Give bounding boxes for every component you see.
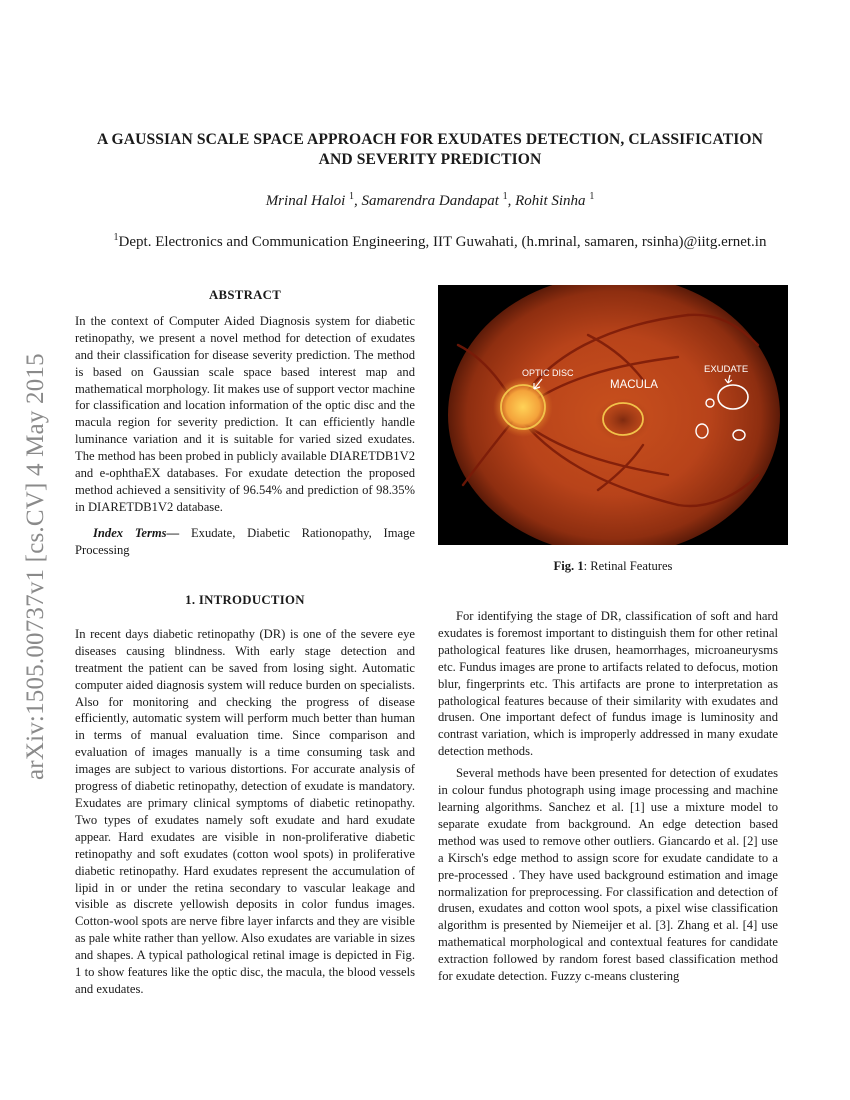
author-name: Samarendra Dandapat <box>361 193 499 209</box>
abstract-heading: ABSTRACT <box>208 288 282 302</box>
index-terms-label: Index Terms— <box>93 525 180 540</box>
figure-caption-text: : Retinal Features <box>583 559 673 573</box>
right-column-text <box>438 608 778 985</box>
index-terms-text: Exudate, Diabetic Rationopathy, Image Processing <box>75 525 415 557</box>
paragraph-dr-stage: For identifying the stage of DR, classification of soft and hard exudates is foremost important to distinguish them for other retinal pathological features like drusen, heamorrhages, microaneurysms etc. Fundus images are prone to artifacts related to defocus, motion blur, fingerprints etc. This artifacts are prone to interpretation as pathological features because of their similarity with exudates and drusen. One important defect of fundus image is luminosity and contrast variation, which is improperly addressed in many exudate detection methods. <box>438 609 778 759</box>
author-affiliation-mark: 1 <box>502 191 508 202</box>
introduction-section <box>75 592 415 998</box>
index-terms <box>75 525 415 559</box>
paper-title <box>60 130 800 170</box>
retinal-fundus-figure <box>438 285 788 545</box>
author-affiliation-mark: 1 <box>589 191 595 202</box>
arxiv-identifier-text: arXiv:1505.00737v1 [cs.CV] 4 May 2015 <box>22 353 49 780</box>
abstract-text: In the context of Computer Aided Diagnosis system for diabetic retinopathy, we present a novel method for detection of exudates and their classification for disease severity prediction. The method is based on Gaussian scale space based interest map and mathematical morphology. Iit makes use of support vector machine for classification and location information of the optic disc and the macula region for severity prediction. It can efficiently handle luminance variation and it is suitable for varied sized exudates. The method has been probed in publicly available DIARETDB1V2 and e-ophthaEX databases. For exudate detection the proposed method achieved a sensitivity of 96.54% and prediction of 98.35% in DIARETDB1V2 database. <box>75 313 415 514</box>
author-name: Mrinal Haloi <box>265 193 346 209</box>
author-separator: , <box>507 193 516 209</box>
retinal-fundus-image <box>438 285 788 545</box>
optic-disc <box>493 377 553 437</box>
author-name: Rohit Sinha <box>515 193 586 209</box>
author-list <box>60 191 800 210</box>
affiliation <box>60 232 820 251</box>
paper-title-line-2: AND SEVERITY PREDICTION <box>318 151 542 168</box>
figure-caption <box>438 559 788 574</box>
author-separator: , <box>354 193 362 209</box>
exudate-label: EXUDATE <box>704 364 749 375</box>
paragraph-related-methods: Several methods have been presented for detection of exudates in colour fundus photograph using image processing and machine learning algorithms. Sanchez et al. [1] use a mixture model to separate exudate from background. An edge detection based method was used to remove other outliers. Giancardo et al. [2] use a Kirsch's edge method to assign score for exudate candidate to a pre-processed . They have used background estimation and image normalization for preprocessing. For classification and detection of drusen, exudates and cotton wool spots, a pixel wise classification algorithm is presented by Niemeijer et al. [3]. Zhang et al. [4] use mathematical morphological and contextual features for candidate extraction followed by random forest based classification method for exudate detection. Fuzzy c-means clustering <box>438 766 778 984</box>
figure-caption-label: Fig. 1 <box>553 559 584 573</box>
author-affiliation-mark: 1 <box>349 191 355 202</box>
introduction-text: In recent days diabetic retinopathy (DR) is one of the severe eye diseases causing blindness. With early stage detection and treatment the patient can be saved from losing sight. Automatic computer aided diagnosis system will reduce burden on specialists. Also for monitoring and checking the progress of disease efficiently, automatic system will perform much better than human in terms of manual evaluation time. Since comparison and evaluation of images manually is a time consuming task and images are subject to various distortions. For accurate analysis of progress of diabetic retinopathy, detection of exudate is mandatory. Exudates are primary clinical symptoms of diabetic retinopathy. Two types of exudates namely soft exudate and hard exudate appear. Hard exudates are visible in non-proliferative diabetic retinopathy and soft exudates (cotton wool spots) in proliferative diabetic retinopathy. Hard exudates represent the accumulation of lipid in or under the retina secondary to vascular leakage and visible as discrete yellowish deposits in color fundus images. Cotton-wool spots are nerve fibre layer infarcts and they are visible as pale white rather than yellow. Also exudates are variable in sizes and shapes. A typical pathological retinal image is depicted in Fig. 1 to show features like the optic disc, the macula, the blood vessels and exudates. <box>75 626 415 996</box>
optic-disc-label: OPTIC DISC <box>522 368 574 378</box>
macula-label: MACULA <box>610 379 658 391</box>
arxiv-identifier <box>22 290 62 780</box>
paper-title-line-1: A GAUSSIAN SCALE SPACE APPROACH FOR EXUDATES DETECTION, CLASSIFICATION <box>97 131 763 148</box>
abstract-section <box>75 287 415 559</box>
affiliation-mark: 1 <box>113 232 119 243</box>
introduction-heading: 1. INTRODUCTION <box>185 593 305 607</box>
affiliation-text: Dept. Electronics and Communication Engineering, IIT Guwahati, (h.mrinal, samaren, rsinha)@iitg.ernet.in <box>118 234 767 250</box>
